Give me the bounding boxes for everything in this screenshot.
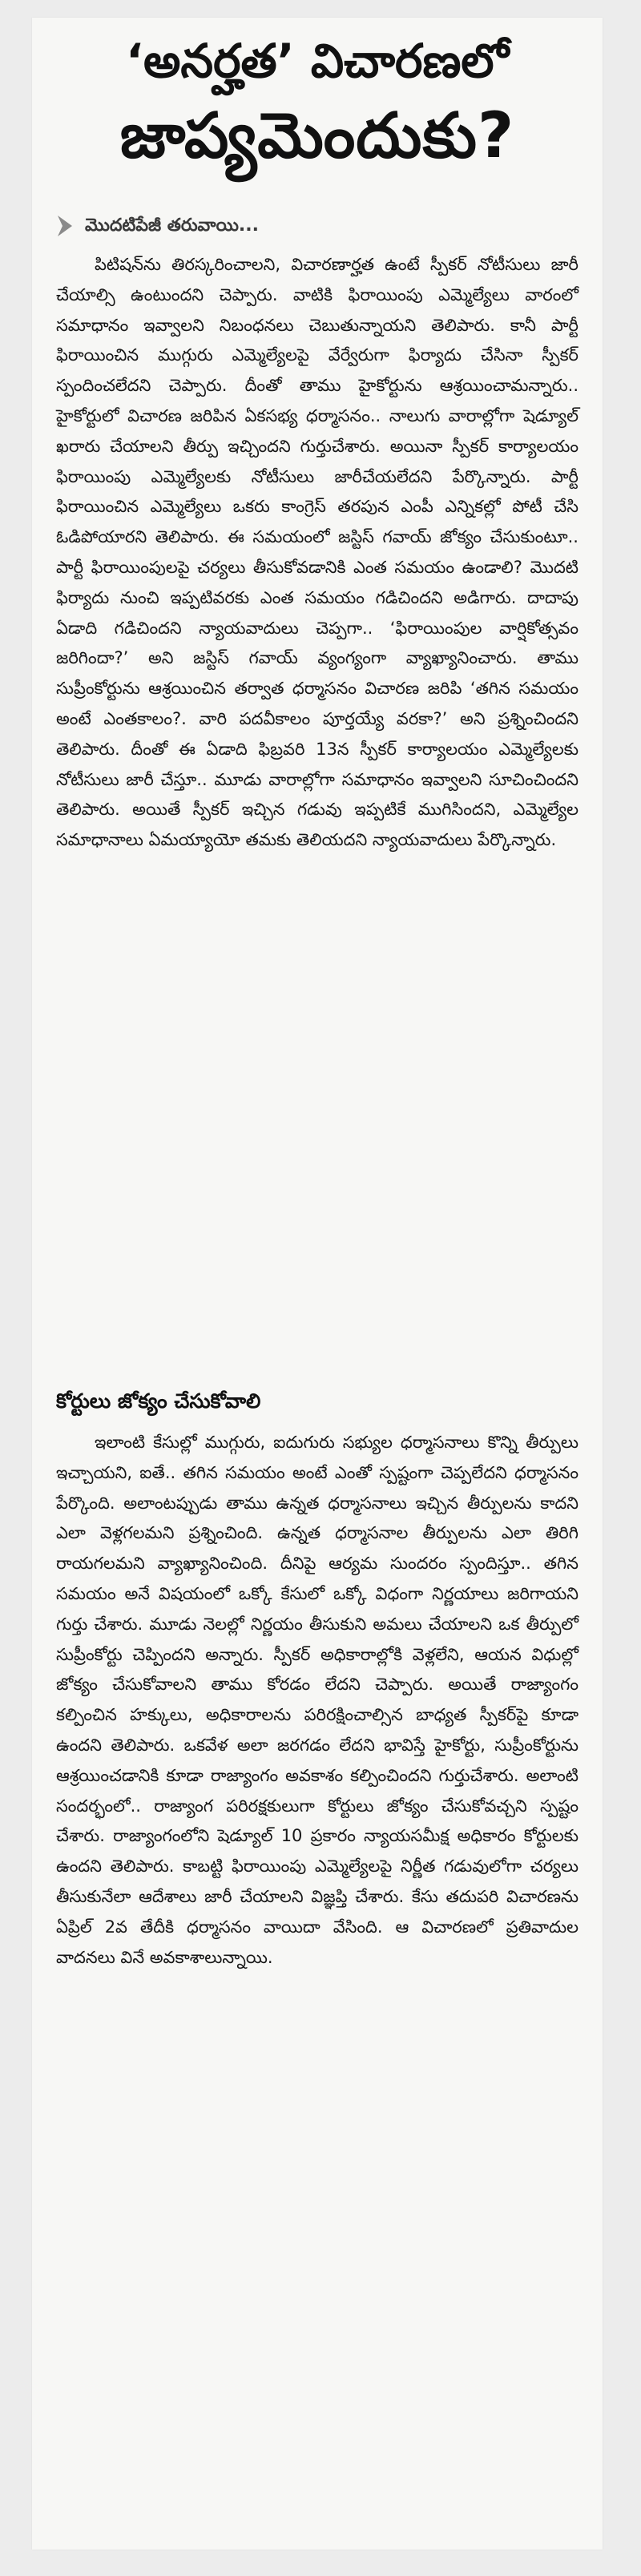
subheading: కోర్టులు జోక్యం చేసుకోవాలి (56, 1389, 261, 1413)
continuation-text: మొదటిపేజీ తరువాయి... (85, 216, 259, 236)
headline (32, 18, 603, 178)
chevron-right-icon (54, 214, 75, 238)
article-paragraph-2 (56, 1428, 579, 1973)
paragraph-text: ఇలాంటి కేసుల్లో ముగ్గురు, ఐదుగురు సభ్యుల ధర్మాసనాలు కొన్ని తీర్పులు ఇచ్చాయని, ఐతే.. తగిన సమయం అంటే ఎంతో స్పష్టంగా చెప్పలేదని ధర్మాసనం పేర్కొంది. అలాంటప్పుడు తాము ఉన్నత ధర్మాసనాలు ఇచ్చిన తీర్పులను కాదని ఎలా వెళ్లగలమని ప్రశ్నించింది. ఉన్నత ధర్మాసనాల తీర్పులను ఎలా తిరిగి రాయగలమని వ్యాఖ్యానించింది. దీనిపై ఆర్యమ సుందరం స్పందిస్తూ.. తగిన సమయం అనే విషయంలో ఒక్కో కేసులో ఒక్కో విధంగా నిర్ణయాలు జరిగాయని గుర్తు చేశారు. మూడు నెలల్లో నిర్ణయం తీసుకుని అమలు చేయాలని ఒక తీర్పులో సుప్రీంకోర్టు చెప్పిందని అన్నారు. స్పీకర్ అధికారాల్లోకి వెళ్లలేని, ఆయన విధుల్లో జోక్యం చేసుకోవాలని తాము కోరడం లేదని చెప్పారు. అయితే రాజ్యాంగం కల్పించిన హక్కులు, అధికారాలను పరిరక్షించాల్సిన బాధ్యత స్పీకర్‌పై కూడా ఉందని తెలిపారు. ఒకవేళ అలా జరగడం లేదని భావిస్తే హైకోర్టు, సుప్రీంకోర్టును ఆశ్రయించడానికి కూడా రాజ్యాంగం అవకాశం కల్పించిందని గుర్తుచేశారు. అలాంటి సందర్భంలో.. రాజ్యాంగ పరిరక్షకులుగా కోర్టులు జోక్యం చేసుకోవచ్చని స్పష్టం చేశారు. రాజ్యాంగంలోని షెడ్యూల్ 10 ప్రకారం న్యాయసమీక్ష అధికారం కోర్టులకు ఉందని తెలిపారు. కాబట్టి ఫిరాయింపు ఎమ్మెల్యేలపై నిర్ణీత గడువులోగా చర్యలు తీసుకునేలా ఆదేశాలు జారీ చేయాలని విజ్ఞప్తి చేశారు. కేసు తదుపరి విచారణను ఏప్రిల్ 2వ తేదీకి ధర్మాసనం వాయిదా వేసింది. ఆ విచారణలో ప్రతివాదుల వాదనలు వినే అవకాశాలున్నాయి. (56, 1433, 579, 1967)
article-paragraph-1 (56, 250, 579, 856)
headline-line-2: జాప్యమెందుకు? (119, 100, 515, 172)
paragraph-text: పిటిషన్‌ను తిరస్కరించాలని, విచారణార్హత ఉంటే స్పీకర్ నోటీసులు జారీ చేయాల్సి ఉంటుందని చెప్పారు. వాటికి ఫిరాయింపు ఎమ్మెల్యేలు వారంలో సమాధానం ఇవ్వాలని నిబంధనలు చెబుతున్నాయని తెలిపారు. కానీ పార్టీ ఫిరాయించిన ముగ్గురు ఎమ్మెల్యేలపై వేర్వేరుగా ఫిర్యాదు చేసినా స్పీకర్ స్పందించలేదని చెప్పారు. దీంతో తాము హైకోర్టును ఆశ్రయించామన్నారు.. హైకోర్టులో విచారణ జరిపిన ఏకసభ్య ధర్మాసనం.. నాలుగు వారాల్లోగా షెడ్యూల్ ఖరారు చేయాలని తీర్పు ఇచ్చిందని గుర్తుచేశారు. అయినా స్పీకర్ కార్యాలయం ఫిరాయింపు ఎమ్మెల్యేలకు నోటీసులు జారీచేయలేదని పేర్కొన్నారు. పార్టీ ఫిరాయించిన ఎమ్మెల్యేలు ఒకరు కాంగ్రెస్ తరపున ఎంపీ ఎన్నికల్లో పోటీ చేసి ఓడిపోయారని తెలిపారు. ఈ సమయంలో జస్టిస్ గవాయ్ జోక్యం చేసుకుంటూ.. పార్టీ ఫిరాయింపులపై చర్యలు తీసుకోవడానికి ఎంత సమయం ఉండాలి? మొదటి ఫిర్యాదు నుంచి ఇప్పటివరకు ఎంత సమయం గడిచిందని అడిగారు. దాదాపు ఏడాది గడిచిందని న్యాయవాదులు చెప్పగా.. ‘ఫిరాయింపుల వార్షికోత్సవం జరిగిందా?’ అని జస్టిస్ గవాయ్ వ్యంగ్యంగా వ్యాఖ్యానించారు. తాము సుప్రీంకోర్టును ఆశ్రయించిన తర్వాత ధర్మాసనం విచారణ జరిపి ‘తగిన సమయం అంటే ఎంతకాలం?. వారి పదవీకాలం పూర్తయ్యే వరకా?’ అని ప్రశ్నించిందని తెలిపారు. దీంతో ఈ ఏడాది ఫిబ్రవరి 13న స్పీకర్ కార్యాలయం ఎమ్మెల్యేలకు నోటీసులు జారీ చేస్తూ.. మూడు వారాల్లోగా సమాధానం ఇవ్వాలని సూచించిందని తెలిపారు. అయితే స్పీకర్ ఇచ్చిన గడువు ఇప్పటికే ముగిసిందని, ఎమ్మెల్యేల సమాధానాలు ఏమయ్యాయో తమకు తెలియదని న్యాయవాదులు పేర్కొన్నారు. (56, 255, 579, 850)
continuation-note (54, 210, 575, 242)
headline-line-1: ‘అనర్హత’ విచారణలో (125, 34, 510, 88)
newspaper-page (32, 18, 603, 2550)
